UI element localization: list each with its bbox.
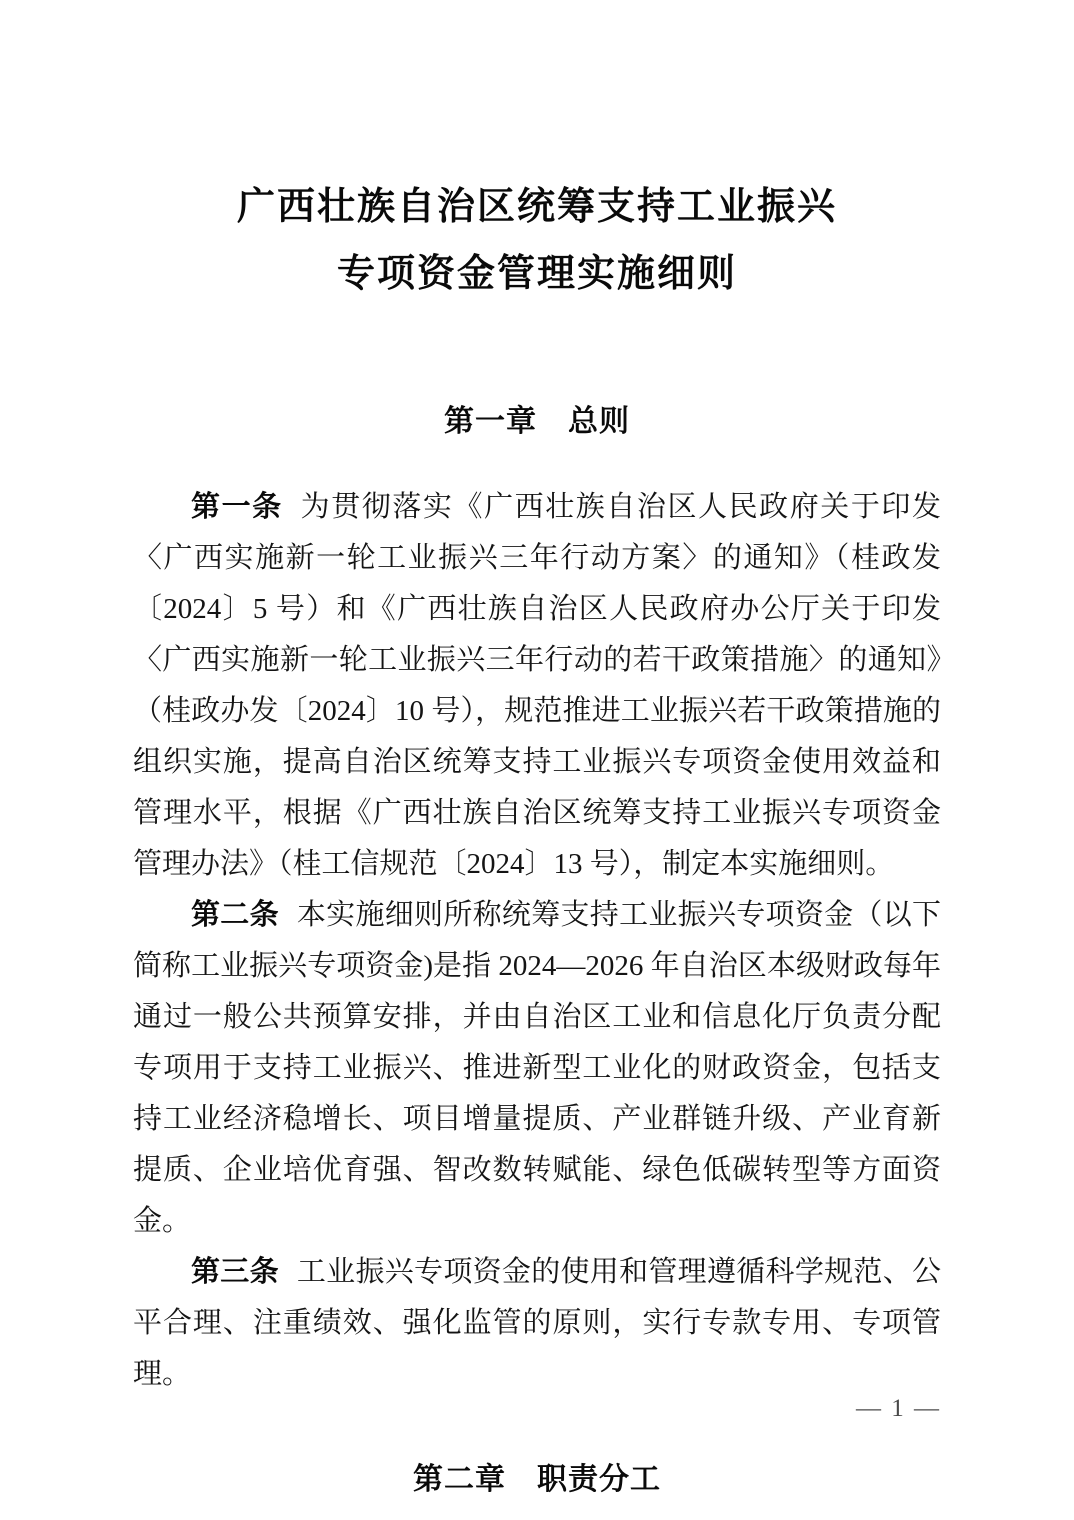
article-2-label: 第二条 (191, 899, 279, 931)
article-3-label: 第三条 (191, 1256, 279, 1288)
chapter-1-articles (133, 482, 941, 1400)
chapter-2-heading: 第二章 职责分工 (413, 1463, 661, 1496)
article-2 (133, 890, 941, 1247)
article-3 (133, 1247, 941, 1400)
page-number (856, 1394, 941, 1424)
chapter-1-heading: 第一章 总则 (444, 405, 630, 438)
article-1-text: 为贯彻落实《广西壮族自治区人民政府关于印发〈广西实施新一轮工业振兴三年行动方案〉的通知》（桂政发〔2024〕5 号）和《广西壮族自治区人民政府办公厅关于印发〈广西实施新一轮工业振兴三年行动的若干政策措施〉的通知》（桂政办发〔2024〕10 号），规范推进工业振兴若干政策措施的组织实施，提高自治区统筹支持工业振兴专项资金使用效益和管理水平，根据《广西壮族自治区统筹支持工业振兴专项资金管理办法》（桂工信规范〔2024〕13 号），制定本实施细则。 (133, 491, 941, 880)
document-title (133, 172, 941, 306)
article-3-text: 工业振兴专项资金的使用和管理遵循科学规范、公平合理、注重绩效、强化监管的原则，实行专款专用、专项管理。 (133, 1256, 941, 1390)
page-number-text: — 1 — (856, 1395, 941, 1422)
article-2-text: 本实施细则所称统筹支持工业振兴专项资金（以下简称工业振兴专项资金)是指 2024—2026 年自治区本级财政每年通过一般公共预算安排，并由自治区工业和信息化厅负责分配专项用于支持工业振兴、推进新型工业化的财政资金，包括支持工业经济稳增长、项目增量提质、产业群链升级、产业育新提质、企业培优育强、智改数转赋能、绿色低碳转型等方面资金。 (133, 899, 941, 1237)
document-title-line2: 专项资金管理实施细则 (336, 250, 737, 295)
article-1-label: 第一条 (191, 491, 283, 523)
document-title-line1: 广西壮族自治区统筹支持工业振兴 (236, 183, 837, 228)
article-1 (133, 482, 941, 890)
